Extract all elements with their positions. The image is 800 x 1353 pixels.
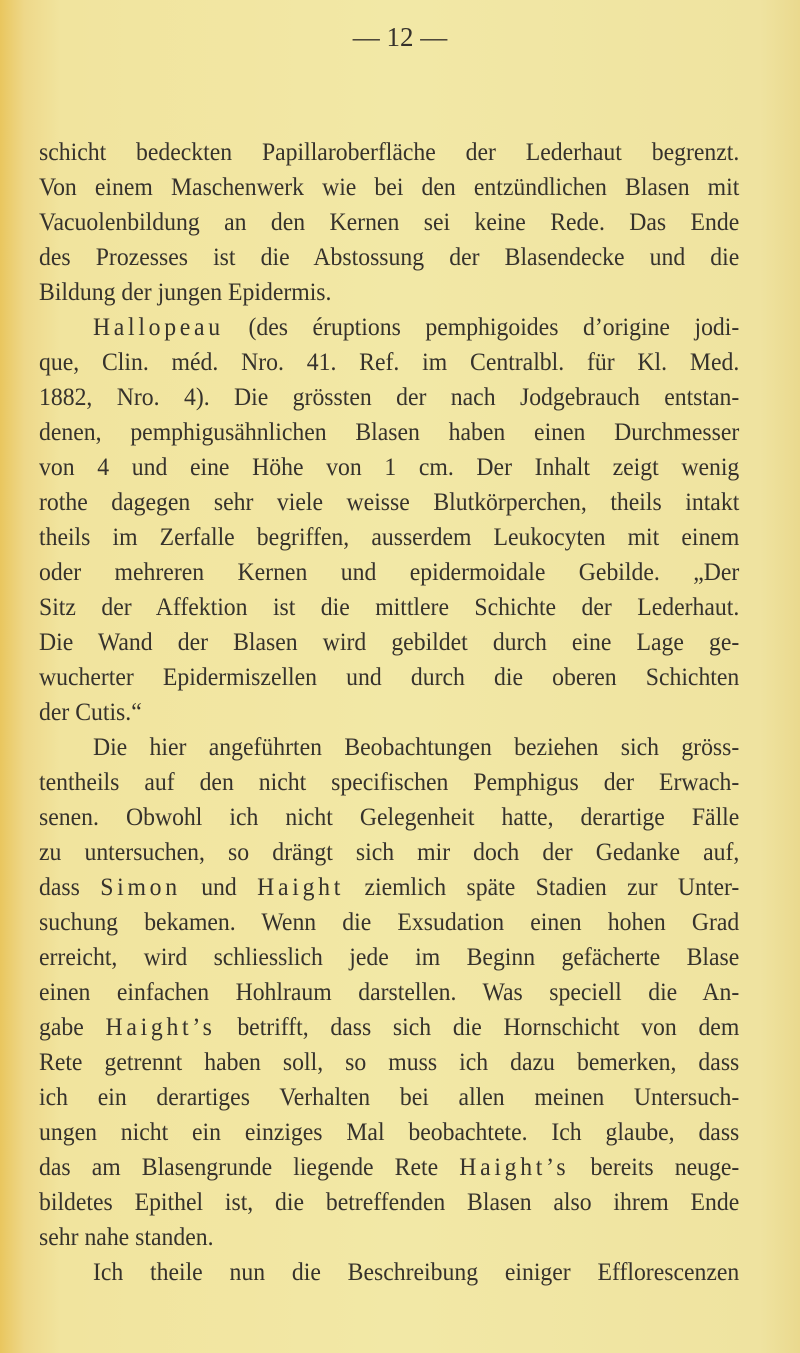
text-line — [39, 1184, 739, 1219]
text-segment: dass — [39, 872, 101, 901]
text-line — [39, 554, 739, 589]
text-segment: Die Wand der Blasen wird gebildet durch eine Lage ge- — [39, 627, 740, 656]
page-number: — 12 — — [352, 22, 448, 52]
text-segment: des Prozesses ist die Abstossung der Blasendecke und die — [39, 242, 740, 271]
text-segment: ich ein derartiges Verhalten bei allen meinen Untersuch- — [39, 1082, 740, 1111]
text-line — [39, 694, 739, 729]
text-line — [39, 1254, 739, 1289]
spaced-name: Haight’s — [459, 1152, 570, 1181]
text-segment: erreicht, wird schliesslich jede im Beginn gefächerte Blase — [39, 942, 740, 971]
text-segment: das am Blasengrunde liegende Rete — [39, 1152, 460, 1181]
text-line — [39, 484, 739, 519]
text-line — [39, 274, 739, 309]
text-line — [39, 659, 739, 694]
text-line — [39, 309, 739, 344]
text-line — [39, 519, 739, 554]
text-segment: und — [180, 872, 258, 901]
text-line — [39, 589, 739, 624]
text-segment: sehr nahe standen. — [39, 1222, 214, 1251]
text-line — [39, 624, 739, 659]
text-line — [39, 1149, 739, 1184]
text-segment: von 4 und eine Höhe von 1 cm. Der Inhalt zeigt wenig — [39, 452, 740, 481]
text-line — [39, 799, 739, 834]
text-line — [39, 344, 739, 379]
text-segment: denen, pemphigusähnlichen Blasen haben einen Durchmesser — [39, 417, 740, 446]
text-segment: suchung bekamen. Wenn die Exsudation einen hohen Grad — [39, 907, 740, 936]
text-segment: Sitz der Affektion ist die mittlere Schichte der Lederhaut. — [39, 592, 740, 621]
text-line — [39, 379, 739, 414]
text-segment: ziemlich späte Stadien zur Unter- — [344, 872, 740, 901]
text-line — [39, 764, 739, 799]
text-segment: wucherter Epidermiszellen und durch die oberen Schichten — [39, 662, 740, 691]
text-line — [39, 939, 739, 974]
text-line — [39, 1079, 739, 1114]
text-segment: Vacuolenbildung an den Kernen sei keine Rede. Das Ende — [39, 207, 740, 236]
spaced-name: Haight’s — [105, 1012, 216, 1041]
spaced-name: Haight — [257, 872, 345, 901]
text-segment: theils im Zerfalle begriffen, ausserdem Leukocyten mit einem — [39, 522, 740, 551]
text-segment: rothe dagegen sehr viele weisse Blutkörperchen, theils intakt — [39, 487, 740, 516]
text-segment: senen. Obwohl ich nicht Gelegenheit hatte, derartige Fälle — [39, 802, 740, 831]
text-segment: oder mehreren Kernen und epidermoidale Gebilde. „Der — [39, 557, 740, 586]
text-segment: tentheils auf den nicht specifischen Pemphigus der Erwach- — [39, 767, 740, 796]
text-line — [39, 1114, 739, 1149]
text-segment: schicht bedeckten Papillaroberfläche der Lederhaut begrenzt. — [39, 137, 740, 166]
spaced-name: Hallopeau — [92, 312, 224, 341]
text-segment: gabe — [39, 1012, 106, 1041]
text-segment: ungen nicht ein einziges Mal beobachtete. Ich glaube, dass — [39, 1117, 740, 1146]
text-segment: Die hier angeführten Beobachtungen beziehen sich gröss- — [92, 732, 740, 761]
text-segment: betrifft, dass sich die Hornschicht von dem — [215, 1012, 740, 1041]
spaced-name: Simon — [100, 872, 181, 901]
text-segment: bildetes Epithel ist, die betreffenden Blasen also ihrem Ende — [39, 1187, 740, 1216]
text-segment: der Cutis.“ — [39, 697, 142, 726]
text-segment: zu untersuchen, so drängt sich mir doch der Gedanke auf, — [39, 837, 740, 866]
text-segment: einen einfachen Hohlraum darstellen. Was speciell die An- — [39, 977, 740, 1006]
text-segment: 1882, Nro. 4). Die grössten der nach Jodgebrauch entstan- — [39, 382, 740, 411]
body-text — [39, 134, 739, 1289]
text-segment: Bildung der jungen Epidermis. — [39, 277, 332, 306]
text-line — [39, 414, 739, 449]
text-line — [39, 1044, 739, 1079]
text-segment: Rete getrennt haben soll, so muss ich dazu bemerken, dass — [39, 1047, 740, 1076]
text-line — [39, 204, 739, 239]
text-line — [39, 449, 739, 484]
text-line — [39, 169, 739, 204]
text-line — [39, 869, 739, 904]
text-line — [39, 1219, 739, 1254]
text-line — [39, 904, 739, 939]
text-segment: bereits neuge- — [569, 1152, 740, 1181]
text-segment: (des éruptions pemphigoides d’origine jodi- — [223, 312, 740, 341]
text-line — [39, 729, 739, 764]
text-line — [39, 974, 739, 1009]
text-line — [39, 834, 739, 869]
text-line — [39, 134, 739, 169]
text-line — [39, 1009, 739, 1044]
text-segment: Ich theile nun die Beschreibung einiger Efflorescenzen — [92, 1257, 740, 1286]
text-segment: que, Clin. méd. Nro. 41. Ref. im Centralbl. für Kl. Med. — [39, 347, 740, 376]
text-segment: Von einem Maschenwerk wie bei den entzündlichen Blasen mit — [39, 172, 740, 201]
text-line — [39, 239, 739, 274]
